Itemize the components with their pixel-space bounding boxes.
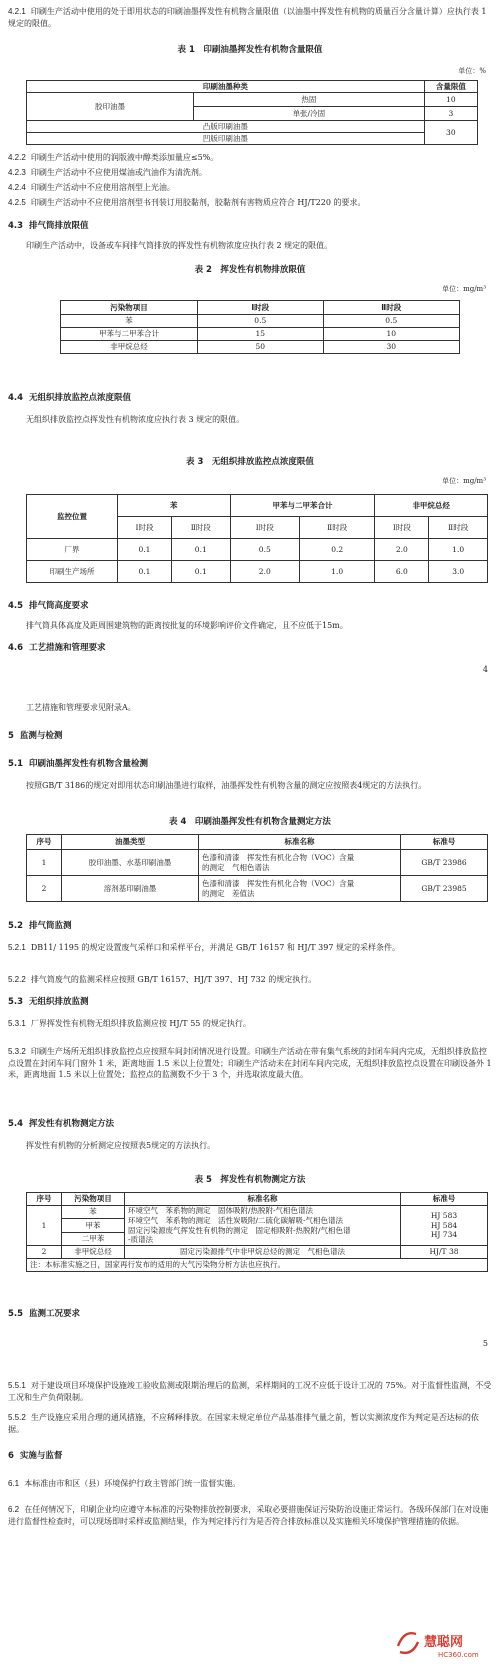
table-3-cell: 印刷生产场所 (27, 561, 118, 583)
table-1-unit: 单位：% (458, 67, 486, 75)
section-number: 5.3 (8, 997, 24, 1007)
section-number: 4.3 (8, 221, 24, 231)
table-2-cell: 苯 (61, 315, 198, 328)
hc360-logo-icon (394, 1626, 494, 1660)
table-3-cell: 2.0 (230, 561, 299, 583)
section-title: 监测工况要求 (28, 1309, 80, 1319)
table-row (27, 1246, 488, 1259)
standard-name-line: 固定污染源废气挥发性有机物的测定 固定相吸附-热脱附/气相色谱 (128, 1225, 351, 1235)
table-4-cell: GB/T 23986 (401, 850, 488, 876)
table-2-header: Ⅱ时段 (323, 301, 459, 315)
standard-name-line: 的测定 差值法 (202, 888, 255, 898)
clause-text: 本标准由市和区（县）环境保护行政主管部门统一监督实施。 (24, 1479, 241, 1488)
section-5-3-heading (8, 996, 494, 1008)
table-3-title: 表 3 无组织排放监控点浓度限值 (186, 457, 314, 467)
table-5-header: 标准名称 (125, 1193, 401, 1206)
clause-5-2-1 (8, 942, 494, 954)
clause-4-2-2 (8, 152, 494, 164)
page-number: 5 (482, 1339, 488, 1348)
table-row (27, 850, 488, 876)
section-title: 工艺措施和管理要求 (28, 643, 106, 653)
table-row (27, 539, 488, 561)
table-1-header-type: 印刷油墨种类 (27, 81, 425, 93)
section-5-4-heading (8, 1118, 494, 1130)
table-5-cell: 2 (27, 1246, 62, 1259)
clause-number: 5.2.2 (8, 975, 26, 984)
clause-text: 印刷生产活动中不应使用溶剂型上光油。 (30, 183, 175, 192)
table-2-cell: 15 (198, 328, 324, 341)
section-number: 5 (8, 731, 14, 741)
section-number: 5.2 (8, 921, 24, 931)
table-5-cell: 固定污染源排气中非甲烷总烃的测定 气相色谱法 (125, 1246, 401, 1259)
table-4-title: 表 4 印刷油墨挥发性有机物含量测定方法 (169, 817, 331, 827)
table-2-cell: 50 (198, 341, 324, 354)
table-3-group: 苯 (118, 495, 231, 517)
table-5 (26, 1192, 488, 1272)
table-3-cell: 0.1 (171, 539, 230, 561)
table-5-cell: 甲苯 (62, 1219, 125, 1232)
table-3-period: Ⅱ时段 (429, 517, 488, 539)
table-row (27, 876, 488, 902)
table-4-cell: 1 (27, 850, 62, 876)
table-5-cell: 苯 (62, 1206, 125, 1219)
clause-4-2-5 (8, 197, 494, 209)
table-4-header: 油墨类型 (62, 835, 199, 850)
clause-number: 6.2 (8, 1505, 20, 1514)
clause-text: 印刷生产活动中不应使用煤油或汽油作为清洗剂。 (30, 168, 207, 177)
section-5-heading (8, 730, 494, 742)
section-title: 挥发性有机物测定方法 (28, 1119, 114, 1129)
table-3-cell: 1.0 (299, 561, 374, 583)
table-3-cell: 0.1 (118, 539, 172, 561)
section-4-5-heading (8, 600, 494, 612)
standard-name-line: 环境空气 苯系物的测定 固体吸附/热脱附-气相色谱法 (128, 1206, 314, 1215)
clause-text: 厂界挥发性有机物无组织排放监测应按 HJ/T 55 的规定执行。 (30, 1019, 251, 1028)
section-title: 监测与检测 (19, 731, 63, 741)
table-2-cell: 非甲烷总烃 (61, 341, 198, 354)
clause-4-2-1 (8, 6, 494, 29)
standard-name-line: -质谱法 (128, 1235, 154, 1245)
table-3-unit: 单位：mg/m³ (442, 477, 486, 485)
section-number: 5.1 (8, 759, 24, 769)
table-4-cell: 2 (27, 876, 62, 902)
table-row (27, 1206, 488, 1219)
clause-6-2 (8, 1504, 494, 1527)
table-4-cell: GB/T 23985 (401, 876, 488, 902)
table-1-header-limit: 含量限值 (424, 81, 477, 93)
table-3-period: Ⅰ时段 (375, 517, 429, 539)
table-3-cell: 0.2 (299, 539, 374, 561)
standard-name-line: 色漆和清漆 挥发性有机化合物（VOC）含量 (202, 852, 355, 862)
page-number: 4 (482, 665, 488, 674)
clause-number: 4.2.2 (8, 153, 26, 162)
section-title: 无组织排放监控点浓度限值 (28, 393, 131, 403)
table-3-cell: 2.0 (375, 539, 429, 561)
table-2-title: 表 2 挥发性有机物排放限值 (194, 265, 306, 275)
clause-number: 5.5.1 (8, 1381, 26, 1390)
table-3 (26, 494, 488, 583)
table-3-cell: 3.0 (429, 561, 488, 583)
table-2-header: Ⅰ时段 (198, 301, 324, 315)
clause-number: 4.2.1 (8, 7, 26, 16)
table-3-group: 非甲烷总烃 (375, 495, 488, 517)
table-5-header: 标准号 (401, 1193, 488, 1206)
clause-4-2-3 (8, 167, 494, 179)
clause-text: 对于建设项目环境保护设施竣工验收监测或限期治理后的监测，采样期间的工况不应低于设计工况的 75%。对于监督性监测，不受工况和生产负荷限制。 (8, 1381, 492, 1402)
table-5-title: 表 5 挥发性有机物测定方法 (194, 1175, 306, 1185)
hc360-watermark (394, 1626, 494, 1660)
section-title: 排气筒排放限值 (28, 221, 89, 231)
table-2-cell: 10 (323, 328, 459, 341)
table-1-cell: 10 (424, 93, 477, 107)
clause-text: 印刷生产活动中不应使用溶剂型书刊装订用胶黏剂，胶黏剂有害物质应符合 HJ/T220 的要求。 (30, 198, 366, 207)
clause-number: 5.3.2 (8, 1047, 26, 1056)
table-3-cell: 1.0 (429, 539, 488, 561)
section-number: 4.4 (8, 393, 24, 403)
table-3-period: Ⅱ时段 (171, 517, 230, 539)
section-title: 排气筒高度要求 (28, 601, 89, 611)
table-2-cell: 30 (323, 341, 459, 354)
standard-code: HJ 584 (430, 1220, 458, 1230)
table-row (61, 328, 460, 341)
section-5-1-text: 按照GB/T 3186的规定对即用状态印刷油墨进行取样，油墨挥发性有机物含量的测定应按照表4规定的方法执行。 (26, 781, 427, 790)
section-5-1-heading (8, 758, 494, 770)
table-1-cell: 3 (424, 107, 477, 121)
clause-text: 生产设施应采用合理的通风措施，不应稀释排放。在国家未规定单位产品基准排气量之前，暂以实测浓度作为判定是否达标的依据。 (8, 1413, 479, 1434)
table-4 (26, 834, 488, 902)
hc360-brand-text: 慧聪网 (424, 1635, 464, 1650)
table-2-cell: 甲苯与二甲苯合计 (61, 328, 198, 341)
section-4-6-heading (8, 642, 494, 654)
table-5-note: 注：本标准实施之日，国家再行发布的适用的大气污染物分析方法也应执行。 (27, 1259, 488, 1272)
table-1-title: 表 1 印刷油墨挥发性有机物含量限值 (177, 45, 323, 55)
section-4-5-text: 排气筒具体高度及距周围建筑物的距离按批复的环境影响评价文件确定，且不应低于15m。 (26, 621, 348, 630)
clause-text: 印刷生产活动中使用的润版液中醇类添加量应≤5%。 (30, 153, 219, 162)
section-number: 4.6 (8, 643, 24, 653)
standard-code: HJ 583 (430, 1210, 458, 1220)
clause-5-5-2 (8, 1412, 494, 1435)
clause-text: DB11/ 1195 的规定设置废气采样口和采样平台，并满足 GB/T 16157 和 HJ/T 397 规定的采样条件。 (30, 943, 400, 952)
table-3-period: Ⅰ时段 (118, 517, 172, 539)
clause-6-1 (8, 1478, 494, 1490)
standard-name-line: 色漆和清漆 挥发性有机化合物（VOC）含量 (202, 878, 355, 888)
table-1-cell: 热固 (194, 93, 425, 107)
table-3-cell: 0.1 (171, 561, 230, 583)
table-3-cell: 厂界 (27, 539, 118, 561)
section-number: 6 (8, 1451, 14, 1461)
section-title: 印刷油墨挥发性有机物含量检测 (28, 759, 148, 769)
table-4-header: 标准号 (401, 835, 488, 850)
standard-name-line: 的测定 气相色谱法 (202, 862, 270, 872)
clause-text: 排气筒废气的监测采样应按照 GB/T 16157、HJ/T 397、HJ 732 的规定执行。 (30, 975, 317, 984)
section-title: 实施与监督 (19, 1451, 63, 1461)
table-row (61, 341, 460, 354)
table-2-cell: 0.5 (198, 315, 324, 328)
table-2-cell: 0.5 (323, 315, 459, 328)
section-5-4-text: 挥发性有机物的分析测定应按照表5规定的方法执行。 (26, 1141, 216, 1150)
clause-number: 4.2.3 (8, 168, 26, 177)
table-row (61, 315, 460, 328)
table-5-header: 污染物项目 (62, 1193, 125, 1206)
table-3-cell: 0.5 (230, 539, 299, 561)
table-4-cell: 溶剂基印刷油墨 (62, 876, 199, 902)
standard-name-line: 环境空气 苯系物的测定 活性炭吸附/二硫化碳解吸-气相色谱法 (128, 1215, 344, 1225)
table-1-cell: 单张/冷固 (194, 107, 425, 121)
table-5-cell: HJ/T 38 (401, 1246, 488, 1259)
clause-number: 5.5.2 (8, 1413, 26, 1422)
section-number: 5.4 (8, 1119, 24, 1129)
clause-text: 印刷生产场所无组织排放监控点应按照车间封闭情况进行设置。印刷生产活动在带有集气系统的封闭车间内完成，无组织排放监控点设置在封闭车间门窗外 1 米，距离地面 1.5 米以上位置处；印刷生产活动未在封闭车间内完成，无组织排放监控点设置在印刷设备外 1 米，距离地面 1.5 米以上位置处；监控点的监测数不少于 3 个，并选取浓度最大值。 (8, 1047, 492, 1080)
clause-number: 4.2.4 (8, 183, 26, 192)
clause-number: 5.2.1 (8, 943, 26, 952)
table-5-cell: 非甲烷总烃 (62, 1246, 125, 1259)
table-1-cell: 凸版印刷油墨 (27, 121, 425, 133)
clause-5-2-2 (8, 974, 494, 986)
clause-5-5-1 (8, 1380, 494, 1403)
table-4-cell: 胶印油墨、水基印刷油墨 (62, 850, 199, 876)
section-4-6-text: 工艺措施和管理要求见附录A。 (26, 703, 136, 712)
table-1-cell-ink: 胶印油墨 (27, 93, 194, 121)
table-4-header: 序号 (27, 835, 62, 850)
section-5-5-heading (8, 1308, 494, 1320)
clause-4-2-4 (8, 182, 494, 194)
table-4-cell-standard (199, 876, 401, 902)
table-3-group: 甲苯与二甲苯合计 (230, 495, 375, 517)
clause-5-3-1 (8, 1018, 494, 1030)
table-5-cell-codes (401, 1206, 488, 1246)
table-row (27, 561, 488, 583)
section-4-4-text: 无组织排放监控点挥发性有机物浓度应执行表 3 规定的限值。 (26, 415, 245, 424)
section-title: 排气筒监测 (28, 921, 72, 931)
section-6-heading (8, 1450, 494, 1462)
clause-5-3-2 (8, 1046, 494, 1081)
table-3-period: Ⅱ时段 (299, 517, 374, 539)
table-3-period: Ⅰ时段 (230, 517, 299, 539)
section-4-3-text: 印刷生产活动中，设备或车间排气筒排放的挥发性有机物浓度应执行表 2 规定的限值。 (26, 241, 333, 250)
clause-number: 5.3.1 (8, 1019, 26, 1028)
table-1-cell: 凹版印刷油墨 (27, 133, 425, 145)
table-4-cell-standard (199, 850, 401, 876)
table-5-cell: 二甲苯 (62, 1232, 125, 1245)
table-1-cell: 30 (424, 121, 477, 145)
clause-number: 6.1 (8, 1479, 20, 1488)
table-4-header: 标准名称 (199, 835, 401, 850)
table-1 (26, 80, 478, 145)
section-title: 无组织排放监测 (28, 997, 89, 1007)
table-5-cell-standards (125, 1206, 401, 1246)
hc360-domain-text: HC360.com (438, 1651, 479, 1659)
table-2 (60, 300, 460, 354)
table-3-header-location: 监控位置 (27, 495, 118, 539)
clause-number: 4.2.5 (8, 198, 26, 207)
table-5-cell: 1 (27, 1206, 62, 1246)
section-number: 4.5 (8, 601, 24, 611)
section-number: 5.5 (8, 1309, 24, 1319)
table-5-header: 序号 (27, 1193, 62, 1206)
section-4-4-heading (8, 392, 494, 404)
section-4-3-heading (8, 220, 494, 232)
table-3-cell: 0.1 (118, 561, 172, 583)
section-5-2-heading (8, 920, 494, 932)
table-2-unit: 单位：mg/m³ (442, 285, 486, 293)
table-2-header: 污染物项目 (61, 301, 198, 315)
clause-text: 在任何情况下，印刷企业均应遵守本标准的污染物排放控制要求，采取必要措施保证污染防治设施正常运行。各级环保部门在对设施进行监督性检查时，可以现场即时采样或监测结果，作为判定排污行为是否符合排放标准以及实施相关环境保护管理措施的依据。 (8, 1505, 489, 1526)
table-3-cell: 6.0 (375, 561, 429, 583)
standard-code: HJ 734 (430, 1230, 458, 1240)
clause-text: 印刷生产活动中使用的处于即用状态的印刷油墨挥发性有机物含量限值（以油墨中挥发性有机物的质量百分含量计算）应执行表 1 规定的限值。 (8, 7, 487, 28)
